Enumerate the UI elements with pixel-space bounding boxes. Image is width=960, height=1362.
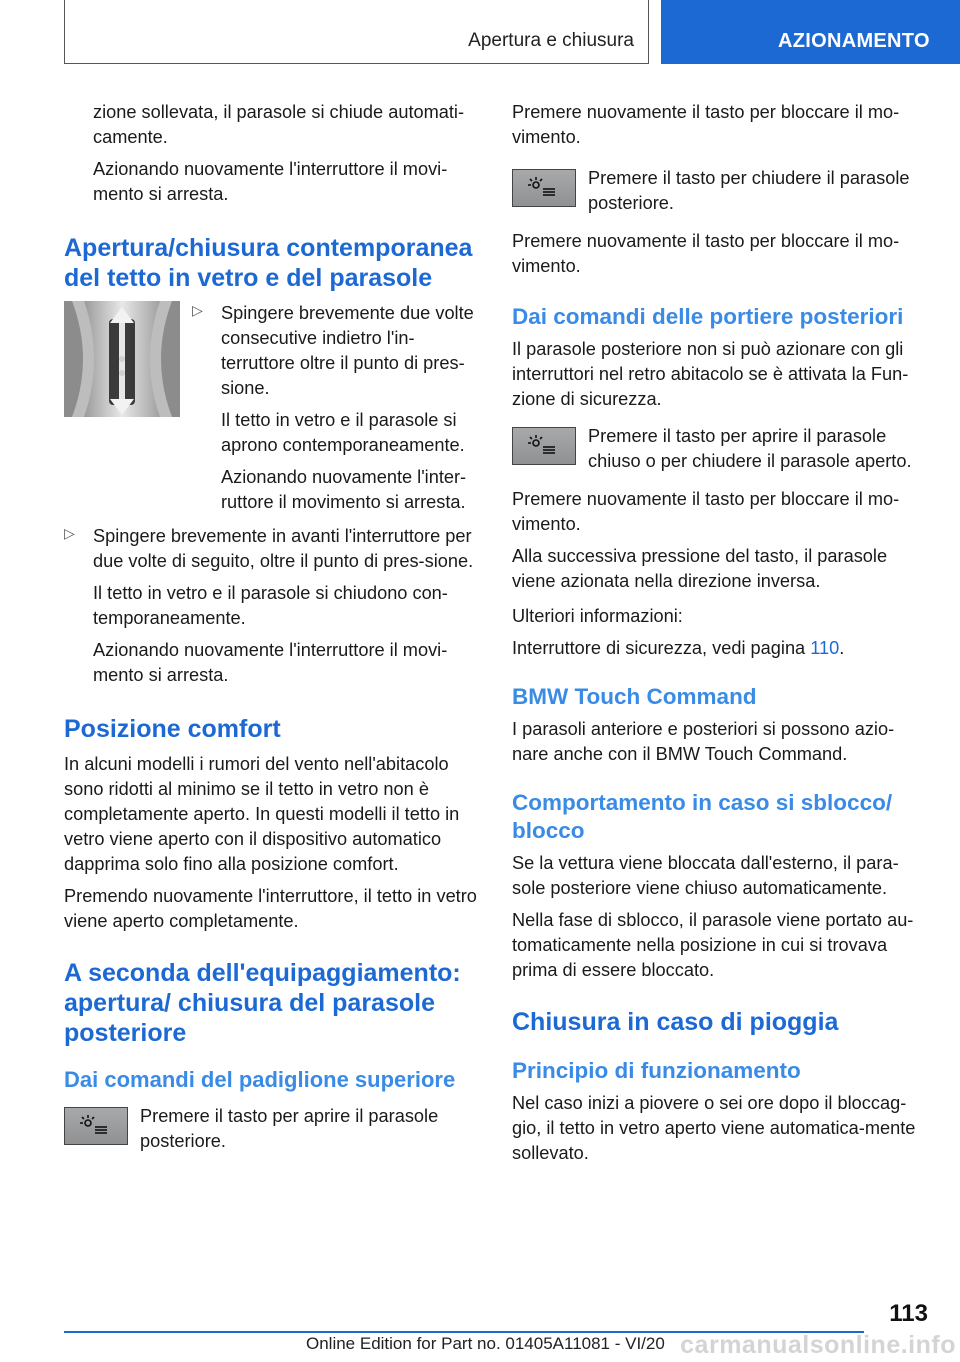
- key-row: [64, 1104, 480, 1161]
- paragraph: Ulteriori informazioni:: [512, 606, 683, 626]
- chapter-tab[interactable]: [661, 0, 960, 64]
- paragraph: Il tetto in vetro e il parasole si chiudono con-temporaneamente.: [93, 583, 448, 628]
- paragraph: Alla successiva pressione del tasto, il parasole viene azionata nella direzione inversa.: [512, 546, 888, 591]
- paragraph: Nella fase di sblocco, il parasole viene portato au-tomaticamente nella posizione in cui si trovava prima di essere bloccato.: [512, 910, 914, 980]
- paragraph: zione sollevata, il parasole si chiude automati-camente.: [93, 102, 465, 147]
- paragraph: Premere il tasto per aprire il parasole posteriore.: [140, 1106, 439, 1151]
- sunblind-button-icon: [512, 427, 576, 465]
- list-item: [192, 301, 480, 515]
- roof-switch-photo: [64, 301, 180, 417]
- edition-text: Online Edition for Part no. 01405A11081 - VI/20: [306, 1334, 665, 1353]
- heading-touch-command: BMW Touch Command: [512, 684, 757, 709]
- heading-rear-sunblind: A seconda dell'equipaggiamento: apertura/ chiusura del parasole posteriore: [64, 959, 461, 1047]
- paragraph: Spingere brevemente in avanti l'interruttore per due volte di seguito, oltre il punto di pres-sione.: [93, 526, 474, 571]
- heading-simultaneous: Apertura/chiusura contemporanea del tetto in vetro e del parasole: [64, 234, 473, 292]
- switch-figure-row: [64, 301, 480, 522]
- header-box: [64, 0, 649, 64]
- paragraph: Il parasole posteriore non si può azionare con gli interruttori nel retro abitacolo se è attivata la Fun-zione di sicurezza.: [512, 339, 909, 409]
- paragraph: Premere nuovamente il tasto per bloccare il mo-vimento.: [512, 231, 900, 276]
- paragraph: Premere nuovamente il tasto per bloccare il mo-vimento.: [512, 102, 900, 147]
- paragraph: I parasoli anteriore e posteriori si possono azio-nare anche con il BMW Touch Command.: [512, 719, 895, 764]
- sunblind-button-icon: [512, 169, 576, 207]
- bullet-triangle-icon: ▷: [64, 525, 75, 541]
- chapter-tab-label: AZIONAMENTO: [778, 30, 930, 52]
- page-link[interactable]: 110: [810, 638, 840, 658]
- paragraph: Azionando nuovamente l'interruttore il movi-mento si arresta.: [93, 159, 448, 204]
- page-number: 113: [889, 1300, 928, 1327]
- watermark: carmanualsonline.info: [680, 1331, 956, 1359]
- paragraph: Il tetto in vetro e il parasole si aprono contemporaneamente.: [221, 410, 465, 455]
- key-row: [512, 166, 928, 223]
- list-item: [64, 524, 480, 688]
- section-title: Apertura e chiusura: [468, 30, 634, 51]
- left-column: [64, 100, 480, 1167]
- paragraph: Azionando nuovamente l'interruttore il movi-mento si arresta.: [93, 640, 448, 685]
- right-column: [512, 100, 928, 1173]
- paragraph: Nel caso inizi a piovere o sei ore dopo il bloccag-gio, il tetto in vetro aperto viene automatica-mente sollevato.: [512, 1093, 916, 1163]
- paragraph: Spingere brevemente due volte consecutive indietro l'in-terruttore oltre il punto di pres-sione.: [221, 303, 474, 398]
- paragraph: Premendo nuovamente l'interruttore, il tetto in vetro viene aperto completamente.: [64, 886, 477, 931]
- sunblind-button-icon: [64, 1107, 128, 1145]
- heading-unlock-lock: Comportamento in caso si sblocco/ blocco: [512, 790, 893, 843]
- key-row: [512, 424, 928, 481]
- paragraph: [512, 636, 928, 661]
- safety-text: Interruttore di sicurezza, vedi pagina: [512, 638, 811, 658]
- paragraph: Azionando nuovamente l'inter-ruttore il movimento si arresta.: [221, 467, 467, 512]
- paragraph: Se la vettura viene bloccata dall'esterno, il para-sole posteriore viene chiuso automaticamente.: [512, 853, 899, 898]
- heading-rear-doors: Dai comandi delle portiere posteriori: [512, 304, 904, 329]
- paragraph: Premere il tasto per aprire il parasole chiuso o per chiudere il parasole aperto.: [588, 426, 912, 471]
- heading-comfort: Posizione comfort: [64, 715, 281, 743]
- heading-ceiling-controls: Dai comandi del padiglione superiore: [64, 1067, 456, 1092]
- paragraph: In alcuni modelli i rumori del vento nell'abitacolo sono ridotti al minimo se il tetto in vetro non è completamente aperto. In questi modelli il tetto in vetro viene aperto con il dispositivo automatico dapprima solo fino alla posizione comfort.: [64, 754, 460, 874]
- bullet-triangle-icon: ▷: [192, 302, 203, 318]
- heading-principle: Principio di funzionamento: [512, 1058, 801, 1083]
- paragraph: Premere nuovamente il tasto per bloccare il mo-vimento.: [512, 489, 900, 534]
- paragraph: Premere il tasto per chiudere il parasole posteriore.: [588, 168, 910, 213]
- safety-suffix: .: [839, 638, 845, 658]
- heading-rain-closing: Chiusura in caso di pioggia: [512, 1008, 839, 1036]
